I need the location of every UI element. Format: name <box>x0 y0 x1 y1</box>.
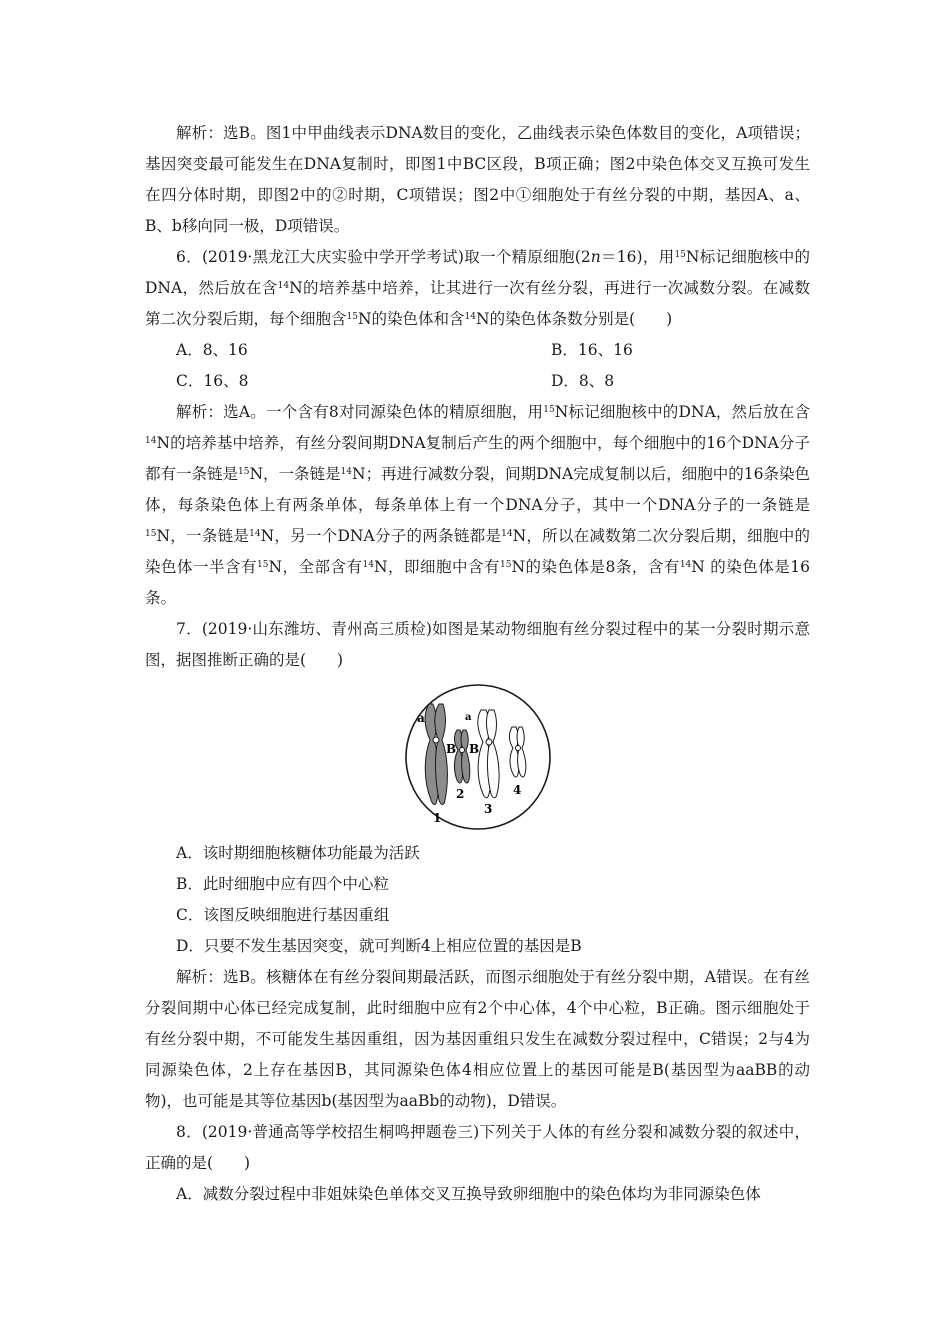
q8-option-a: A．减数分裂过程中非姐妹染色单体交叉互换导致卵细胞中的染色体均为非同源染色体 <box>176 1185 761 1203</box>
analysis-5: 解析：选B。图1中甲曲线表示DNA数目的变化，乙曲线表示染色体数目的变化，A项错误；基因突变最可能发生在DNA复制时，即图1中BC区段，B项正确；图2中染色体交叉互换可发生在四分体时期，即图2中的②时期，C项错误；图2中①细胞处于有丝分裂的中期，基因A、a、B、b移向同一极，D项错误。 <box>145 124 810 235</box>
chromosome-number-4: 4 <box>512 783 521 797</box>
chromosome-number-3: 3 <box>483 802 492 816</box>
question-6-options-row-1 <box>145 335 810 366</box>
question-6-options-row-2 <box>145 366 810 397</box>
q6-option-d: D．8、8 <box>551 372 615 390</box>
q7-option-b: B．此时细胞中应有四个中心粒 <box>176 875 389 893</box>
gene-label-B-chr3: B <box>468 742 479 756</box>
q7-option-d: D．只要不发生基因突变，就可判断4上相应位置的基因是B <box>176 937 582 955</box>
analysis-7: 解析：选B。核糖体在有丝分裂间期最活跃，而图示细胞处于有丝分裂中期，A错误。在有丝分裂间期中心体已经完成复制，此时细胞中应有2个中心体，4个中心粒，B正确。图示细胞处于有丝分裂中期，不可能发生基因重组，因为基因重组只发生在减数分裂过程中，C错误；2与4为同源染色体，2上存在基因B，其同源染色体4相应位置上的基因可能是B(基因型为aaBB的动物)，也可能是其等位基因b(基因型为aaBb的动物)，D错误。 <box>145 968 810 1110</box>
gene-label-a-chr1: a <box>416 711 425 725</box>
cell-division-figure <box>145 682 810 832</box>
chromosome-number-2: 2 <box>455 787 464 801</box>
question-6-stem: 6．(2019·黑龙江大庆实验中学开学考试)取一个精原细胞(2n＝16)，用$^{15}$N标记细胞核中的DNA，然后放在含$^{14}$N的培养基中培养，让其进行一次有丝分裂，再进行一次减数分裂。在减数第二次分裂后期，每个细胞含$^{15}$N的染色体和含$^{14}$N的染色体条数分别是( ) <box>145 248 810 328</box>
q7-option-a: A．该时期细胞核糖体功能最为活跃 <box>176 844 420 862</box>
q6-option-b: B．16、16 <box>551 341 633 359</box>
question-8-stem: 8．(2019·普通高等学校招生桐鸣押题卷三)下列关于人体的有丝分裂和减数分裂的叙述中，正确的是( ) <box>145 1123 810 1172</box>
question-7-stem: 7．(2019·山东潍坊、青州高三质检)如图是某动物细胞有丝分裂过程中的某一分裂时期示意图，据图推断正确的是( ) <box>145 620 810 669</box>
mitosis-cell-diagram <box>393 682 563 832</box>
q7-option-c: C．该图反映细胞进行基因重组 <box>176 906 390 924</box>
chromosome-number-1: 1 <box>432 811 441 825</box>
gene-label-a-chr3: a <box>464 712 471 723</box>
analysis-6: 解析：选A。一个含有8对同源染色体的精原细胞，用$^{15}$N标记细胞核中的DNA，然后放在含$^{14}$N的培养基中培养，有丝分裂间期DNA复制后产生的两个细胞中，每个细胞中的16个DNA分子都有一条链是$^{15}$N，一条链是$^{14}$N；再进行减数分裂，间期DNA完成复制以后，细胞中的16条染色体，每条染色体上有两条单体，每条单体上有一个DNA分子，其中一个DNA分子的一条链是$^{15}$N，一条链是$^{14}$N，另一个DNA分子的两条链都是$^{14}$N，所以在减数第二次分裂后期，细胞中的染色体一半含有$^{15}$N，全部含有$^{14}$N，即细胞中含有$^{15}$N的染色体是8条，含有$^{14}$N 的染色体是16条。 <box>145 403 810 607</box>
document-page <box>145 118 810 1210</box>
q6-option-a: A．8、16 <box>176 341 248 359</box>
chromosome-4 <box>509 727 525 777</box>
chromosome-2 <box>454 730 469 783</box>
q6-option-c: C．16、8 <box>176 372 249 390</box>
chromosome-3 <box>477 710 498 798</box>
gene-label-B-chr2: B <box>445 742 456 756</box>
chromosome-1 <box>424 704 446 805</box>
